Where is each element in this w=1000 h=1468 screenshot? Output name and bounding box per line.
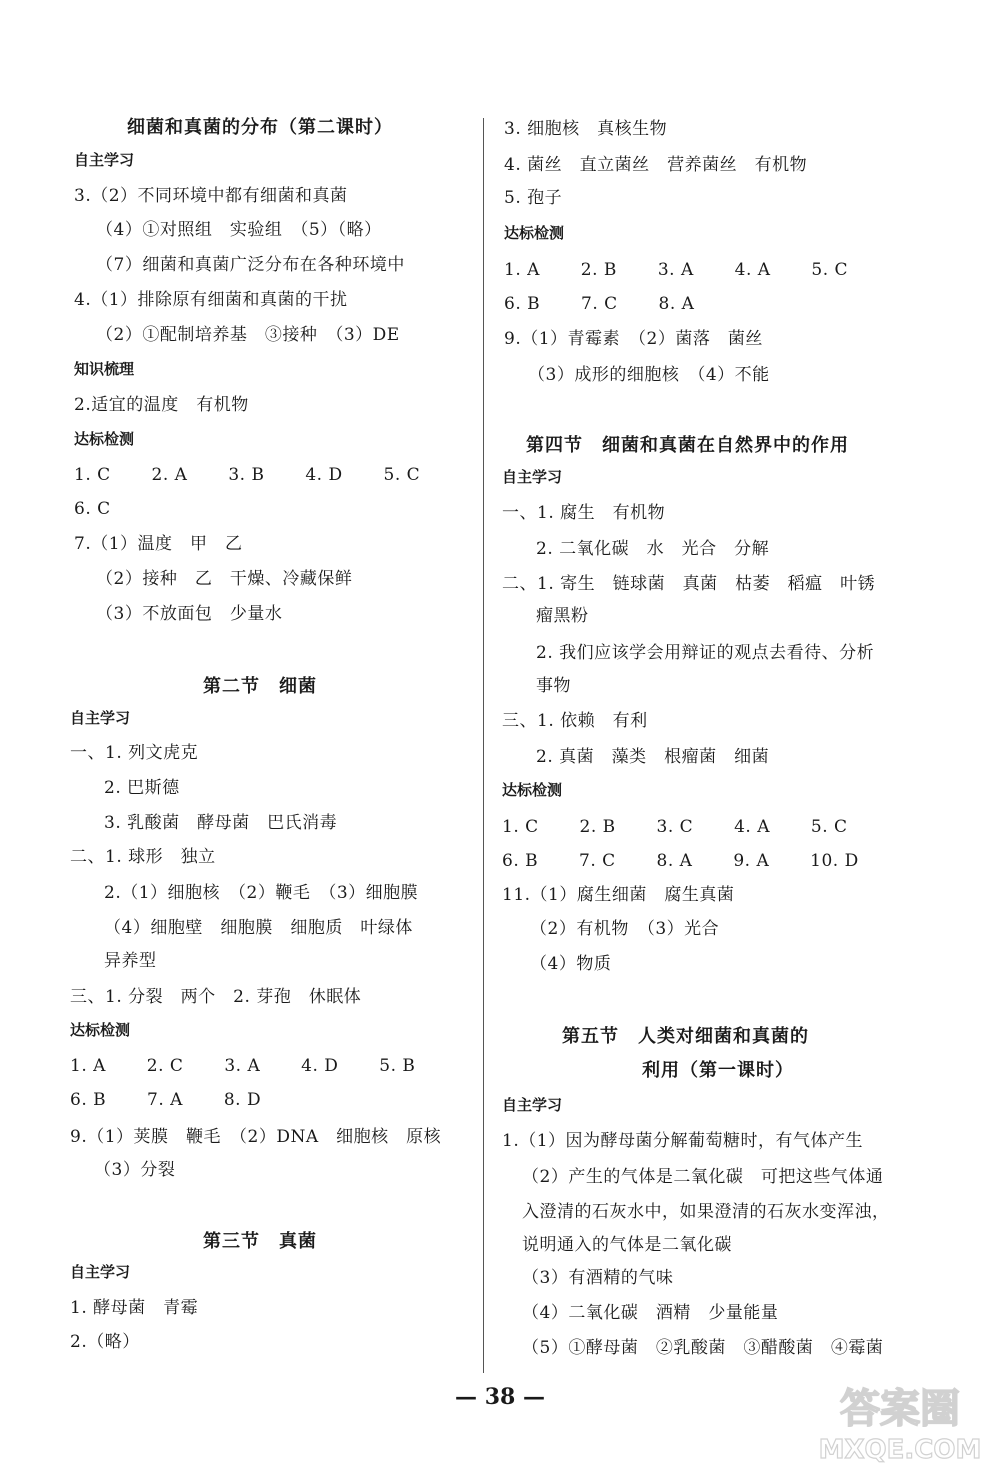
answer-line: （4）细胞壁 细胞膜 细胞质 叶绿体 (104, 918, 413, 938)
answer-line: 事物 (536, 676, 571, 696)
answer-line: 4.（1）排除原有细菌和真菌的干扰 (74, 290, 348, 310)
subsection-label: 达标检测 (504, 224, 565, 242)
subsection-label: 自主学习 (70, 709, 131, 727)
section-heading: 第五节 人类对细菌和真菌的 (562, 1026, 809, 1047)
answer-line: 2. 二氧化碳 水 光合 分解 (536, 539, 770, 559)
answer-line: （2）①配制培养基 ③接种 （3）DE (96, 325, 400, 345)
subsection-label: 自主学习 (70, 1263, 131, 1281)
section-heading: 细菌和真菌的分布（第二课时） (127, 117, 393, 138)
answer-line: （3）分裂 (94, 1160, 176, 1180)
answer-line: （3）不放面包 少量水 (96, 604, 283, 624)
answer-line: （4）①对照组 实验组 （5）（略） (96, 220, 382, 240)
answer-line: 入澄清的石灰水中，如果澄清的石灰水变浑浊， (522, 1202, 890, 1222)
subsection-label: 自主学习 (502, 468, 563, 486)
watermark-logo (805, 1380, 995, 1465)
answer-line: （2）接种 乙 干燥、冷藏保鲜 (96, 569, 353, 589)
answer-line: 2. 我们应该学会用辩证的观点去看待、分析 (536, 643, 875, 663)
answer-line: 3.（2）不同环境中都有细菌和真菌 (74, 186, 348, 206)
answer-line: 2. 真菌 藻类 根瘤菌 细菌 (536, 747, 770, 767)
watermark-text: 答案圈 (840, 1386, 960, 1432)
answer-line: 1. C 2. B 3. C 4. A 5. C (502, 817, 848, 837)
page-number: — 38 — (455, 1384, 545, 1410)
answer-line: 3. 细胞核 真核生物 (504, 119, 668, 139)
subsection-label: 达标检测 (70, 1021, 131, 1039)
answer-line: 6. B 7. C 8. A (504, 294, 695, 314)
subsection-label: 自主学习 (502, 1096, 563, 1114)
answer-line: 三、1. 分裂 两个 2. 芽孢 休眠体 (70, 987, 362, 1007)
answer-line: 二、1. 球形 独立 (70, 847, 216, 867)
answer-line: 9.（1）青霉素 （2）菌落 菌丝 (504, 329, 763, 349)
answer-line: 2.（1）细胞核 （2）鞭毛 （3）细胞膜 (104, 883, 419, 903)
answer-line: 1. A 2. C 3. A 4. D 5. B (70, 1056, 416, 1076)
answer-line: 3. 乳酸菌 酵母菌 巴氏消毒 (104, 813, 338, 833)
answer-line: （2）有机物 （3）光合 (530, 919, 720, 939)
answer-line: 异养型 (104, 951, 157, 971)
answer-line: （5）①酵母菌 ②乳酸菌 ③醋酸菌 ④霉菌 (522, 1338, 884, 1358)
answer-line: 9.（1）荚膜 鞭毛 （2）DNA 细胞核 原核 (70, 1127, 442, 1147)
answer-line: 4. 菌丝 直立菌丝 营养菌丝 有机物 (504, 155, 808, 175)
subsection-label: 达标检测 (502, 781, 563, 799)
answer-line: 1. C 2. A 3. B 4. D 5. C (74, 465, 421, 485)
answer-line: 6. C (74, 499, 111, 519)
answer-line: 6. B 7. C 8. A 9. A 10. D (502, 851, 859, 871)
section-heading: 利用（第一课时） (642, 1060, 794, 1081)
answer-line: （3）有酒精的气味 (522, 1268, 674, 1288)
answer-line: （3）成形的细胞核 （4）不能 (528, 365, 770, 385)
answer-line: 1. A 2. B 3. A 4. A 5. C (504, 260, 849, 280)
answer-line: 7.（1）温度 甲 乙 (74, 534, 243, 554)
answer-line: （4）二氧化碳 酒精 少量能量 (522, 1303, 779, 1323)
subsection-label: 达标检测 (74, 430, 135, 448)
answer-line: （2）产生的气体是二氧化碳 可把这些气体通 (522, 1167, 884, 1187)
answer-line: 瘤黑粉 (536, 606, 589, 626)
answer-line: 1.（1）因为酵母菌分解葡萄糖时，有气体产生 (502, 1131, 864, 1151)
answer-line: 2.适宜的温度 有机物 (74, 395, 249, 415)
answer-line: （7）细菌和真菌广泛分布在各种环境中 (96, 255, 405, 275)
watermark-url: MXQE.COM (818, 1435, 982, 1465)
subsection-label: 自主学习 (74, 151, 135, 169)
answer-line: 三、1. 依赖 有利 (502, 711, 648, 731)
answer-line: 一、1. 列文虎克 (70, 743, 199, 763)
answer-line: （4）物质 (530, 954, 612, 974)
column-divider (483, 118, 484, 1373)
answer-line: 6. B 7. A 8. D (70, 1090, 262, 1110)
answer-line: 2.（略） (70, 1332, 140, 1352)
section-heading: 第二节 细菌 (203, 676, 317, 697)
answer-line: 5. 孢子 (504, 188, 563, 208)
answer-line: 二、1. 寄生 链球菌 真菌 枯萎 稻瘟 叶锈 (502, 574, 876, 594)
answer-line: 2. 巴斯德 (104, 778, 180, 798)
answer-line: 11.（1）腐生细菌 腐生真菌 (502, 885, 735, 905)
subsection-label: 知识梳理 (74, 360, 135, 378)
answer-line: 说明通入的气体是二氧化碳 (522, 1235, 732, 1255)
answer-line: 一、1. 腐生 有机物 (502, 503, 666, 523)
section-heading: 第四节 细菌和真菌在自然界中的作用 (526, 435, 849, 456)
answer-line: 1. 酵母菌 青霉 (70, 1298, 199, 1318)
section-heading: 第三节 真菌 (203, 1231, 317, 1252)
